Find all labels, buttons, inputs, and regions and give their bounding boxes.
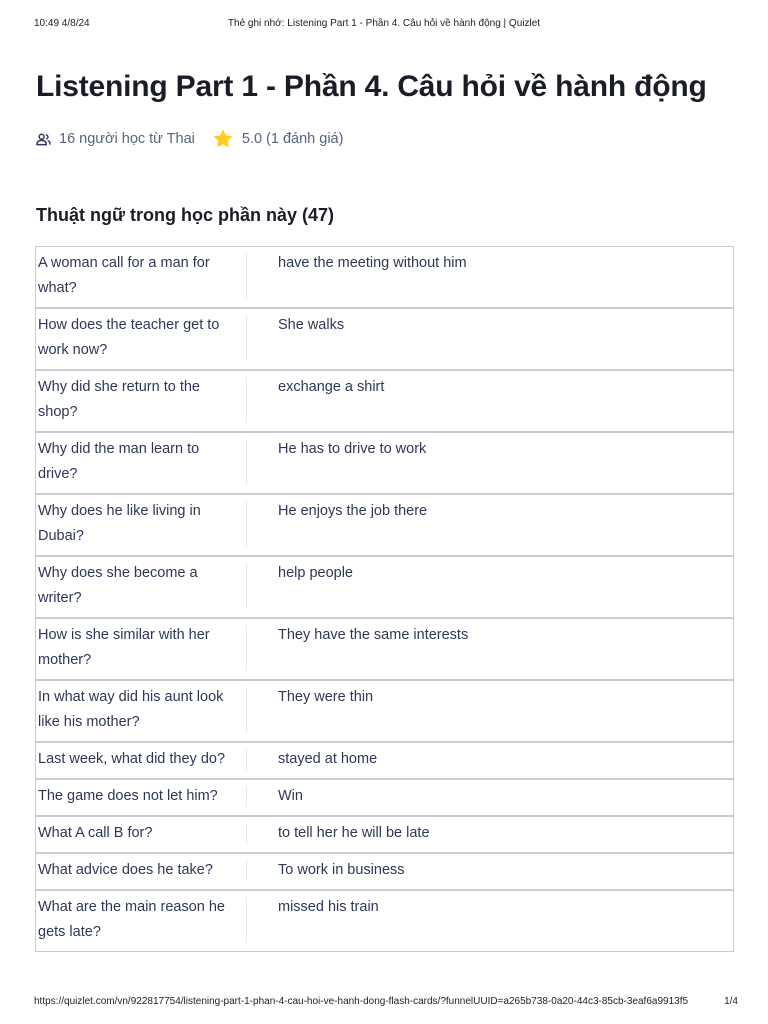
definition-text: To work in business [278, 862, 405, 878]
page-number: 1/4 [724, 996, 738, 1007]
definition-text: Win [278, 788, 303, 804]
term-text: Why did she return to the shop? [38, 379, 200, 420]
definition-text: help people [278, 565, 353, 581]
term-row [36, 780, 733, 817]
term-row [36, 743, 733, 780]
terms-section-title: Thuật ngữ trong học phần này (47) [36, 205, 335, 225]
definition-text: missed his train [278, 899, 379, 915]
term-text: What are the main reason he gets late? [38, 899, 225, 940]
star-icon [213, 129, 233, 149]
term-text: How does the teacher get to work now? [38, 317, 220, 358]
set-meta [36, 127, 343, 151]
rating-text[interactable]: 5.0 (1 đánh giá) [241, 131, 344, 147]
term-text: Last week, what did they do? [38, 751, 226, 767]
term-text: In what way did his aunt look like his mother? [38, 689, 224, 730]
print-timestamp: 10:49 4/8/24 [34, 18, 90, 29]
definition-text: She walks [278, 317, 345, 333]
term-row [36, 433, 733, 495]
term-text: What A call B for? [38, 825, 153, 841]
term-row [36, 247, 733, 309]
print-document-title: Thẻ ghi nhớ: Listening Part 1 - Phần 4. Câu hỏi về hành động | Quizlet [227, 18, 541, 29]
definition-text: to tell her he will be late [278, 825, 430, 841]
print-header [0, 18, 768, 32]
definition-text: He has to drive to work [278, 441, 427, 457]
print-footer [0, 996, 768, 1010]
page-title: Listening Part 1 - Phần 4. Câu hỏi về hành động [36, 70, 707, 103]
definition-text: They were thin [278, 689, 374, 705]
users-icon [36, 133, 51, 146]
term-row [36, 681, 733, 743]
definition-text: exchange a shirt [278, 379, 385, 395]
print-url: https://quizlet.com/vn/922817754/listening-part-1-phan-4-cau-hoi-ve-hanh-dong-flash-cards/?funnelUUID=a265b738-0a20-44c3-85cb-3eaf6a9913f5 [34, 996, 689, 1007]
term-text: What advice does he take? [38, 862, 213, 878]
term-text: How is she similar with her mother? [38, 627, 210, 668]
definition-text: They have the same interests [278, 627, 469, 643]
term-row [36, 854, 733, 891]
term-row [36, 309, 733, 371]
term-row [36, 619, 733, 681]
term-row [36, 371, 733, 433]
term-row [36, 495, 733, 557]
definition-text: He enjoys the job there [278, 503, 428, 519]
definition-text: have the meeting without him [278, 255, 467, 271]
term-row [36, 817, 733, 854]
term-text: Why does he like living in Dubai? [38, 503, 201, 544]
term-text: A woman call for a man for what? [38, 255, 210, 296]
term-row [36, 891, 733, 951]
terms-table [35, 246, 734, 952]
term-row [36, 557, 733, 619]
term-text: Why did the man learn to drive? [38, 441, 200, 482]
learners-link[interactable]: 16 người học từ Thai [59, 131, 195, 147]
definition-text: stayed at home [278, 751, 378, 767]
term-text: Why does she become a writer? [38, 565, 198, 606]
term-text: The game does not let him? [38, 788, 218, 804]
